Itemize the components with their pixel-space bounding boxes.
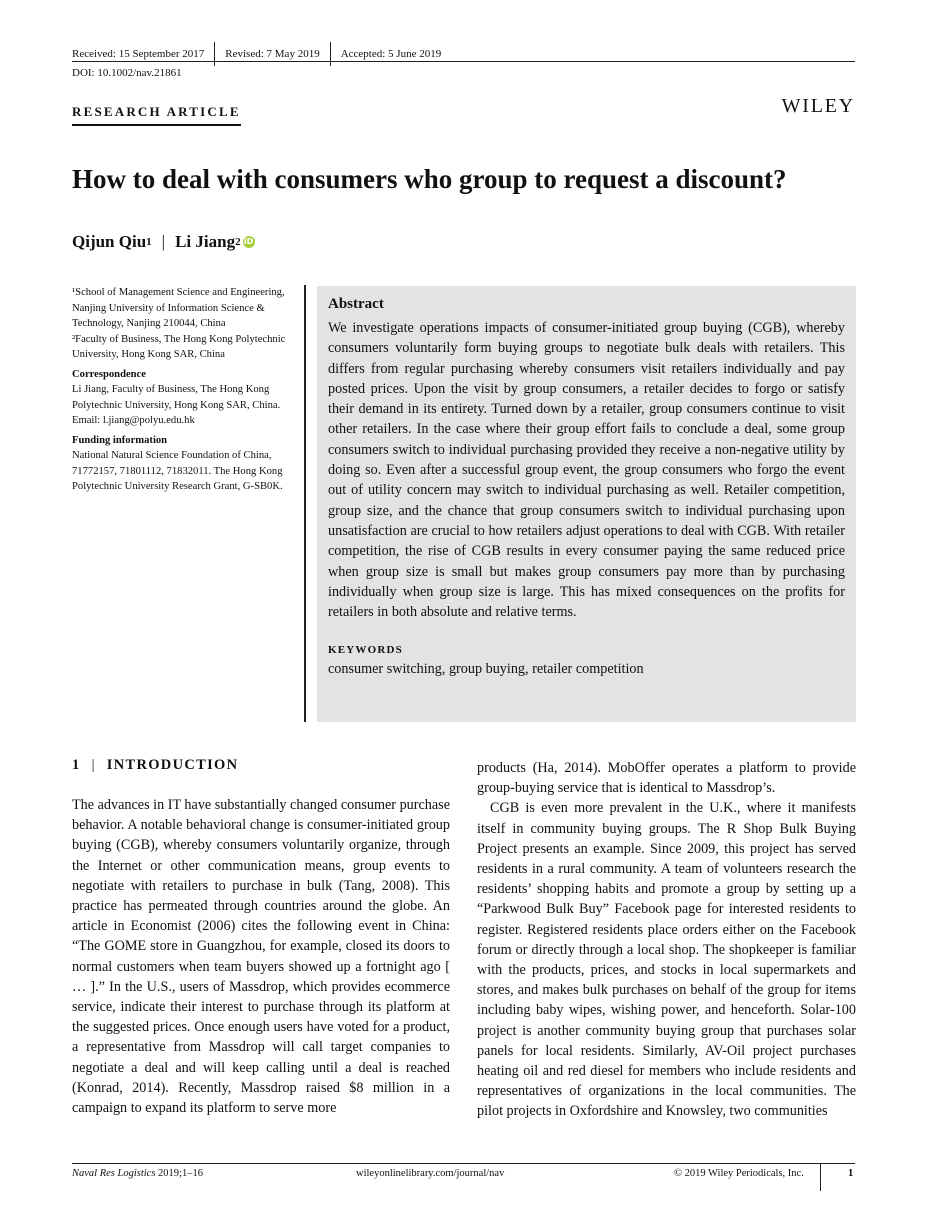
author-list — [72, 232, 255, 252]
affiliation: ¹School of Management Science and Engineering, Nanjing University of Information Science & Technology, Nanjing 210044, China — [72, 287, 285, 329]
section-number: 1 — [72, 757, 81, 773]
footer-site-link[interactable]: wileyonlinelibrary.com/journal/nav — [356, 1168, 505, 1179]
publisher-logo: WILEY — [781, 95, 855, 117]
footer-journal — [72, 1168, 203, 1179]
footer-rule — [72, 1163, 855, 1164]
body-column-left — [72, 795, 450, 1118]
accepted-date: Accepted: 5 June 2019 — [330, 42, 452, 66]
body-column-right — [477, 758, 856, 1122]
abstract-box — [317, 286, 856, 722]
received-date: Received: 15 September 2017 — [72, 48, 205, 60]
funding-text: National Natural Science Foundation of China, 71772157, 71801112, 71832011. The Hong Kong Polytechnic University Research Grant, G-SB0K. — [72, 450, 283, 492]
affiliations — [72, 285, 294, 363]
article-type: RESEARCH ARTICLE — [72, 104, 241, 126]
author-info-column — [72, 285, 294, 495]
funding-heading: Funding information — [72, 434, 168, 446]
author-name[interactable]: Li Jiang — [175, 232, 236, 251]
abstract-heading: Abstract — [328, 296, 384, 312]
paragraph: CGB is even more prevalent in the U.K., where it manifests itself in community buying groups. The R Shop Bulk Buying Project presents an example. Since 2009, this project has served residents in a rural community. A team of volunteers research the residents’ shopping habits and promote a group by setting up a “Parkwood Bulk Buy” Facebook page for interested residents to register. Registered residents place orders either on the Facebook forum or directly through a local shop. The shopkeeper is familiar with the products, prices, and stocks in local supermarkets and stores, and makes bulk purchases on behalf of the group for items including baby wipes, wishing power, and henceforth. Solar-100 project is another community buying group that purchases solar panels for local residents. Similarly, AV-Oil project purchases heating oil and red diesel for members who include residents and representatives of organizations in the local communities. The pilot projects in Oxfordshire and Knowsley, two communities — [477, 800, 856, 1120]
correspondence-heading: Correspondence — [72, 368, 146, 380]
section-title: INTRODUCTION — [106, 757, 239, 773]
page-number: 1 — [848, 1168, 854, 1179]
footer-copyright: © 2019 Wiley Periodicals, Inc. — [674, 1168, 804, 1179]
author-sup: 2 — [235, 236, 241, 248]
affiliation: ²Faculty of Business, The Hong Kong Polytechnic University, Hong Kong SAR, China — [72, 333, 286, 360]
section-separator: | — [91, 757, 96, 773]
correspondence-email[interactable]: Email: l.jiang@polyu.edu.hk — [72, 415, 195, 426]
article-dates — [72, 42, 451, 66]
section-heading — [72, 757, 238, 774]
abstract-text: We investigate operations impacts of consumer-initiated group buying (CGB), whereby consumers voluntarily form buying groups to negotiate bulk deals with retailers. This differs from regular purchasing whereby consumers visit retailers individually and pay posted prices. Upon the visit by group consumers, a retailer decides to forgo or satisfy their demand in its entirety. Turned down by a retailer, group consumers continue to visit other retailers. In the case where their group effort fails to conclude a deal, some group consumers switch to individual purchasing provided they receive a non-negative utility by doing so. Even after a successful group event, the group consumers who forgo the event out of utility concern may switch to individual purchasing as well. Retailer competition, group size, and the chance that group consumers switch to individual purchasing upon unsatisfaction are crucial to how retailers adjust operations to deal with CGB. With retailer competition, the rise of CGB results in every consumer paying the same reduced price when group size is small but makes group consumers pay more than by purchasing individually when group size is large. This has mixed consequences on the profits for retailers in both absolute and relative terms. — [328, 320, 845, 621]
paper-title: How to deal with consumers who group to request a discount? — [72, 164, 787, 194]
doi[interactable]: DOI: 10.1002/nav.21861 — [72, 67, 182, 79]
correspondence-text: Li Jiang, Faculty of Business, The Hong Kong Polytechnic University, Hong Kong SAR, China. — [72, 384, 281, 411]
author-sup: 1 — [146, 236, 152, 248]
header-rule — [72, 61, 855, 62]
author-name[interactable]: Qijun Qiu — [72, 232, 147, 251]
footer-divider — [820, 1163, 821, 1191]
author-separator: | — [161, 232, 166, 251]
keywords: consumer switching, group buying, retailer competition — [328, 661, 644, 678]
keywords-heading: KEYWORDS — [328, 644, 403, 657]
orcid-icon[interactable]: iD — [243, 237, 254, 246]
journal-citation: 2019;1–16 — [158, 1168, 203, 1179]
journal-name: Naval Res Logistics — [72, 1168, 156, 1179]
paragraph: products (Ha, 2014). MobOffer operates a platform to provide group-buying service that is identical to Massdrop’s. — [477, 760, 856, 797]
revised-date: Revised: 7 May 2019 — [214, 42, 329, 66]
paragraph: The advances in IT have substantially changed consumer purchase behavior. A notable behavioral change is consumer-initiated group buying (CGB), whereby consumers voluntarily organize, through the Internet or other communication means, group events to negotiate with retailers to purchase in bulk (Tang, 2008). This practice has permeated through countries around the globe. An article in Economist (2006) cites the following event in China: “The GOME store in Guangzhou, for example, closed its doors to normal customers when team buyers showed up a fortnight ago [ … ].” In the U.S., users of Massdrop, which provides ecommerce service, indicate their interest to purchase through its platform at the suggested prices. Once enough users have voted for a product, a representative from Massdrop will call target companies to negotiate a deal and will keep calling until a deal is reached (Konrad, 2014). Recently, Massdrop raised $8 million in a campaign to expand its platform to serve more — [72, 797, 450, 1117]
column-divider — [304, 285, 306, 722]
